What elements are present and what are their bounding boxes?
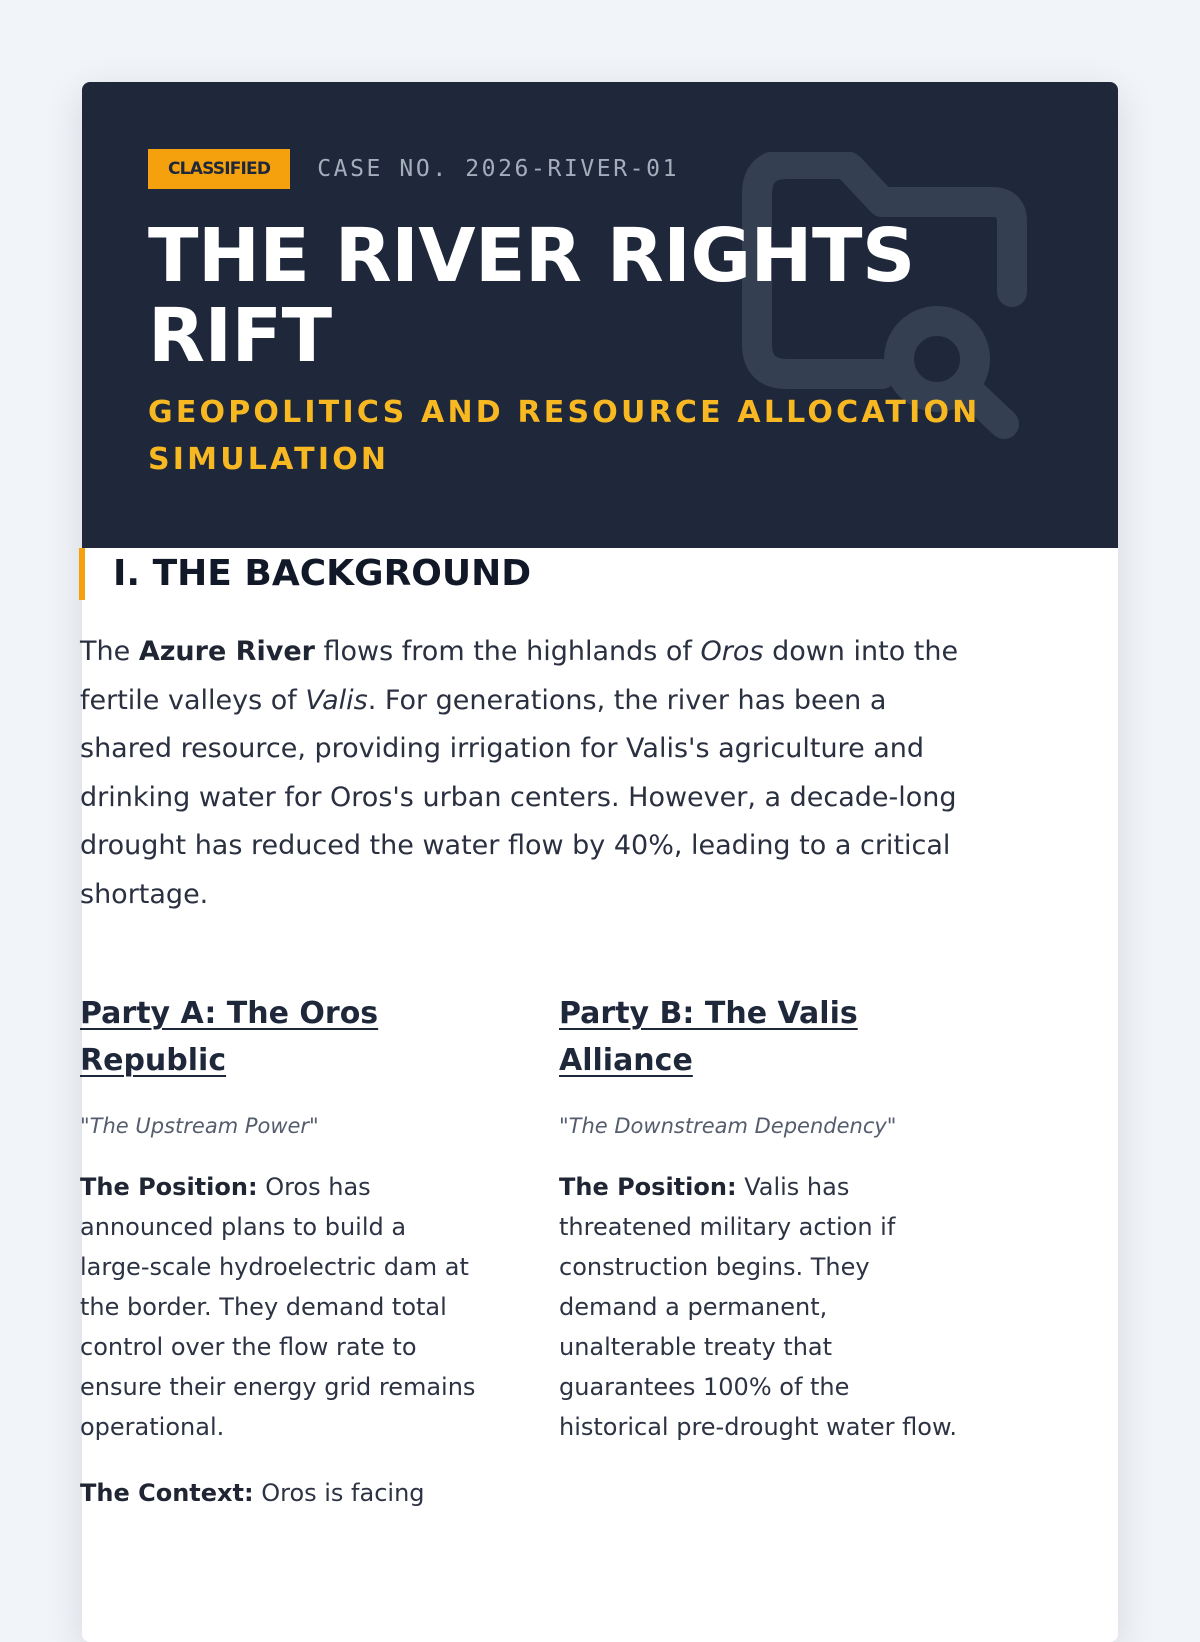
party-a-position (80, 1167, 480, 1447)
classified-badge: CLASSIFIED (148, 149, 290, 189)
case-header (82, 82, 1118, 548)
position-label: The Position: (559, 1173, 737, 1201)
party-a-context (80, 1473, 480, 1513)
page-title: THE RIVER RIGHTS RIFT (148, 213, 915, 379)
party-b-position (559, 1167, 959, 1447)
case-meta-row (148, 149, 679, 189)
party-a-title: Party A: The Oros Republic (80, 996, 379, 1078)
context-label: The Context: (80, 1479, 254, 1507)
position-text: Oros has announced plans to build a large-scale hydroelectric dam at the border. They demand total control over the flow rate to ensure their energy grid remains operational. (80, 1173, 476, 1441)
section-heading-background: I. THE BACKGROUND (79, 548, 531, 600)
party-b-title: Party B: The Valis Alliance (559, 996, 858, 1078)
position-label: The Position: (80, 1173, 258, 1201)
text-run: The (80, 636, 139, 667)
party-b-tagline: "The Downstream Dependency" (559, 1114, 897, 1138)
text-run: down into the fertile valleys of (80, 636, 959, 716)
party-b-column (559, 990, 959, 1447)
case-number: CASE NO. 2026-RIVER-01 (317, 156, 680, 182)
party-a-column (80, 990, 480, 1513)
context-text: Oros is facing (253, 1479, 425, 1507)
river-name: Azure River (138, 636, 315, 667)
text-run: . For generations, the river has been a shared resource, providing irrigation for Valis's agriculture and drinking water for Oros's urban centers. However, a decade-long drought has reduced the water flow by 40%, leading to a critical shortage. (80, 684, 957, 910)
valis-name: Valis (305, 684, 368, 716)
position-text: Valis has threatened military action if construction begins. They demand a permanent, unalterable treaty that guarantees 100% of the historical pre-drought water flow. (559, 1173, 958, 1441)
oros-name: Oros (700, 636, 764, 667)
party-a-tagline: "The Upstream Power" (80, 1114, 319, 1138)
text-run: flows from the highlands of (314, 636, 701, 667)
background-paragraph (80, 628, 960, 919)
page-subtitle: GEOPOLITICS AND RESOURCE ALLOCATION SIMULATION (148, 395, 981, 477)
